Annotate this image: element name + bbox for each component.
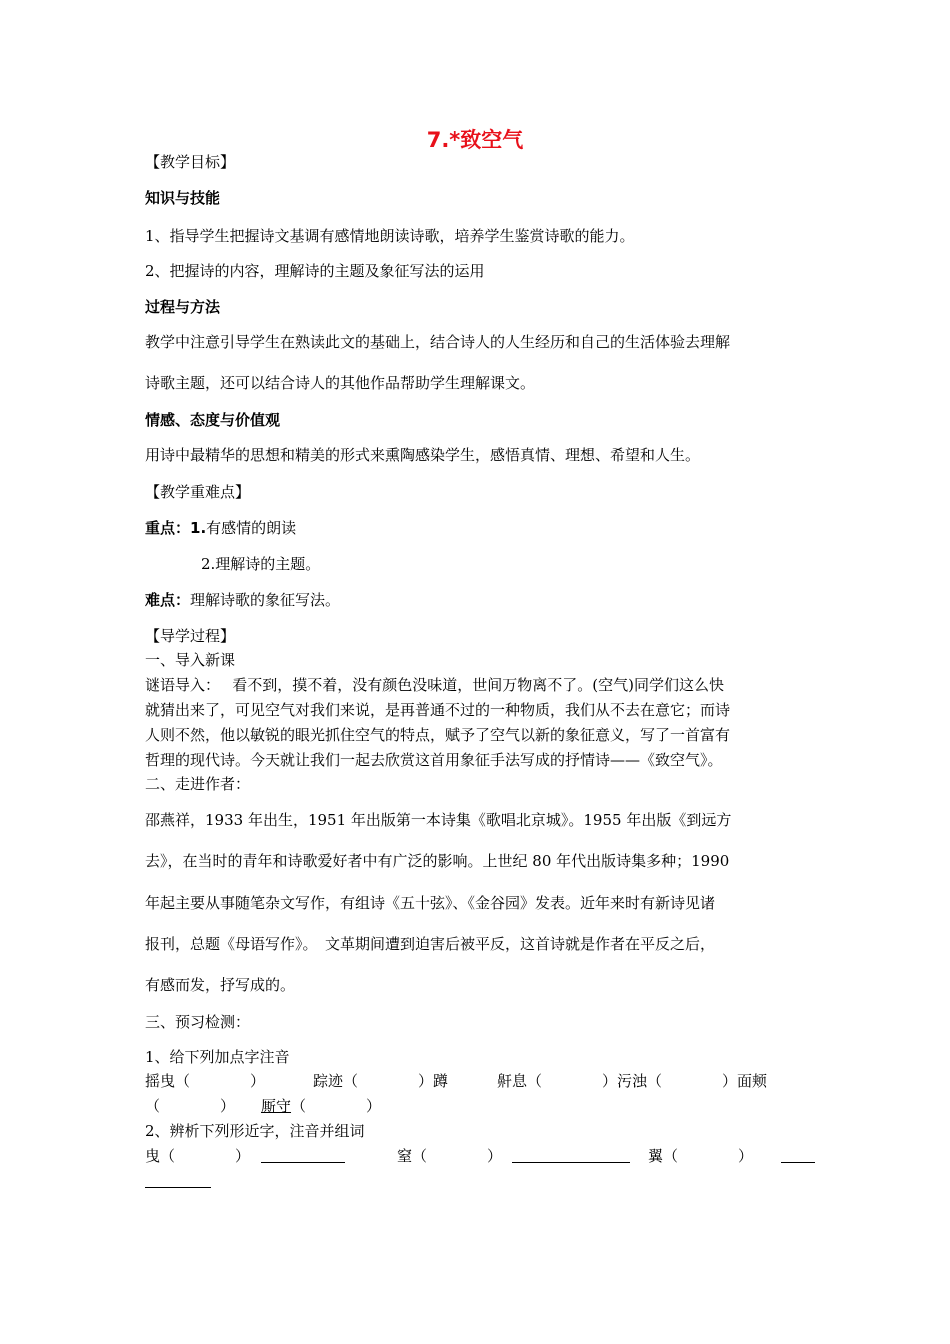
process-line-2: 诗歌主题，还可以结合诗人的其他作品帮助学生理解课文。	[145, 374, 536, 392]
answer-blank-3[interactable]	[781, 1148, 815, 1163]
question-2: 2、辨析下列形近字，注音并组词	[145, 1122, 365, 1140]
q2-char-3: 翼（ ）	[648, 1147, 754, 1165]
question-1: 1、给下列加点字注音	[145, 1048, 290, 1066]
key-text-1: 有感情的朗读	[206, 519, 297, 537]
part-1-heading: 一、导入新课	[145, 651, 236, 669]
part-3-heading: 三、预习检测：	[145, 1013, 251, 1031]
difficulty-point	[145, 590, 340, 610]
author-line-2: 去》，在当时的青年和诗歌爱好者中有广泛的影响。上世纪 80 年代出版诗集多种；1990	[145, 852, 730, 870]
q1-word-2: 踪迹（ ）蹲	[313, 1072, 449, 1090]
intro-line-1: 谜语导入： 看不到，摸不着，没有颜色没味道，世间万物离不了。(空气)同学们这么快	[145, 676, 724, 694]
section-guided-process: 【导学过程】	[145, 627, 236, 645]
q1-word-6: （ ）	[291, 1097, 382, 1115]
author-line-4: 报刊，总题《母语写作》。 文革期间遭到迫害后被平反，这首诗就是作者在平反之后，	[145, 935, 716, 953]
intro-line-4: 哲理的现代诗。今天就让我们一起去欣赏这首用象征手法写成的抒情诗——《致空气》。	[145, 751, 723, 769]
section-key-points: 【教学重难点】	[145, 483, 251, 501]
intro-line-3: 人则不然，他以敏锐的眼光抓住空气的特点，赋予了空气以新的象征意义，写了一首富有	[145, 726, 731, 744]
author-line-1: 邵燕祥，1933 年出生，1951 年出版第一本诗集《歌唱北京城》。1955 年出版《到远方	[145, 811, 732, 829]
difficulty-label: 难点：	[145, 591, 191, 609]
difficulty-text: 理解诗歌的象征写法。	[190, 591, 341, 609]
answer-blank-3-continued[interactable]	[145, 1173, 211, 1188]
emotion-line: 用诗中最精华的思想和精美的形式来熏陶感染学生，感悟真情、理想、希望和人生。	[145, 446, 701, 464]
section-teaching-goals: 【教学目标】	[145, 153, 236, 171]
key-label: 重点：	[145, 519, 191, 537]
process-line-1: 教学中注意引导学生在熟读此文的基础上，结合诗人的人生经历和自己的生活体验去理解	[145, 333, 731, 351]
heading-knowledge-skills: 知识与技能	[145, 189, 221, 207]
knowledge-item-1: 1、指导学生把握诗文基调有感情地朗读诗歌，培养学生鉴赏诗歌的能力。	[145, 227, 635, 245]
q1-word-4: （ ）	[145, 1097, 236, 1115]
key-point-2: 2.理解诗的主题。	[201, 555, 321, 573]
q1-word-5: 厮守	[261, 1097, 292, 1115]
key-point-1	[145, 518, 296, 538]
intro-line-2: 就猜出来了，可见空气对我们来说，是再普通不过的一种物质，我们从不去在意它；而诗	[145, 701, 731, 719]
q1-word-3: 鼾息（ ）污浊（ ）面颊	[497, 1072, 768, 1090]
part-2-heading: 二、走进作者：	[145, 775, 251, 793]
q2-char-2: 窒（ ）	[397, 1147, 503, 1165]
q2-char-1: 曳（ ）	[145, 1147, 251, 1165]
key-number-1: 1.	[190, 519, 207, 537]
heading-process-method: 过程与方法	[145, 298, 221, 316]
q1-word-1: 摇曳（ ）	[145, 1072, 266, 1090]
answer-blank-2[interactable]	[512, 1148, 630, 1163]
author-line-5: 有感而发，抒写成的。	[145, 976, 296, 994]
page-title: 7.*致空气	[426, 128, 524, 152]
answer-blank-1[interactable]	[261, 1148, 345, 1163]
knowledge-item-2: 2、把握诗的内容，理解诗的主题及象征写法的运用	[145, 262, 485, 280]
author-line-3: 年起主要从事随笔杂文写作，有组诗《五十弦》、《金谷园》发表。近年来时有新诗见诸	[145, 894, 716, 912]
heading-emotion-values: 情感、态度与价值观	[145, 411, 281, 429]
